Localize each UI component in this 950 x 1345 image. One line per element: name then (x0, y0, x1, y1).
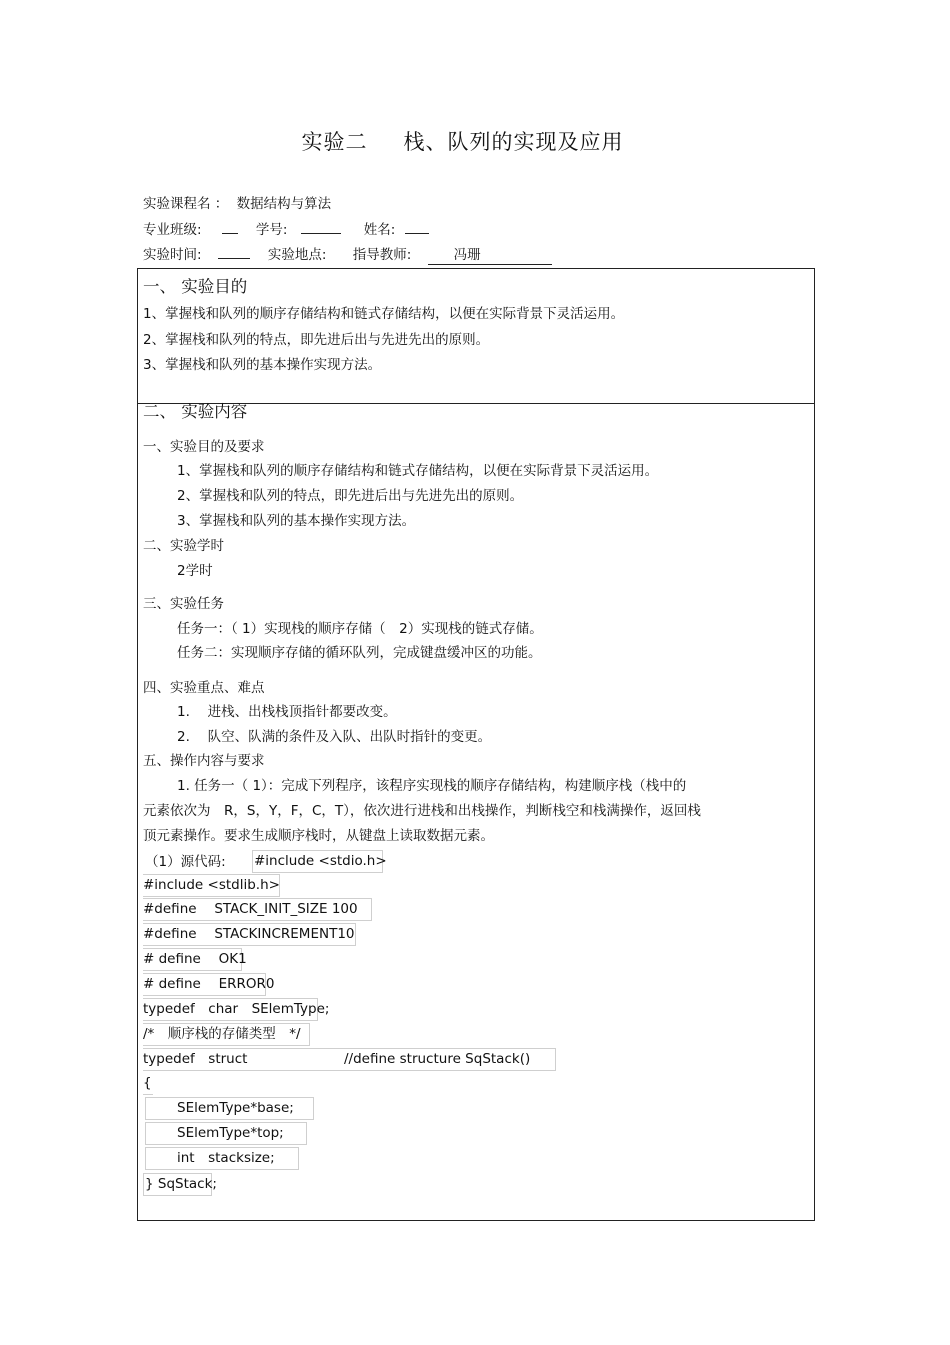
purpose-heading: 一、 实验目的 (143, 277, 248, 296)
student-id-label: 学号: (255, 222, 288, 238)
sub1-heading: 一、实验目的及要求 (143, 439, 265, 455)
sub1-item: 1、掌握栈和队列的顺序存储结构和链式存储结构，以便在实际背景下灵活运用。 (177, 463, 659, 479)
sub5-paragraph-line: 1. 任务一（ 1）：完成下列程序，该程序实现栈的顺序存储结构，构建顺序栈（栈中的 (177, 778, 687, 794)
sub5-paragraph-line: 元素依次为 R，S，Y，F，C，T），依次进行进栈和出栈操作，判断栈空和栈满操作，返回栈 (143, 803, 701, 819)
class-label: 专业班级: (143, 222, 202, 238)
sub5-heading: 五、操作内容与要求 (143, 753, 265, 769)
code-struct-comment: //define structure SqStack() (344, 1051, 531, 1067)
teacher-field (428, 246, 552, 265)
sub2-heading: 二、实验学时 (143, 538, 224, 554)
time-blank (218, 244, 250, 259)
code-line: #define STACKINCREMENT10 (143, 923, 356, 946)
code-line: # define OK1 (143, 948, 242, 971)
sub3-heading: 三、实验任务 (143, 596, 224, 612)
code-line: int stacksize; (145, 1147, 299, 1170)
code-line: #include <stdlib.h> (143, 874, 280, 897)
title-part-1: 实验二 (301, 130, 368, 154)
teacher-label: 指导教师: (352, 247, 412, 263)
sub2-text: 2学时 (177, 563, 213, 579)
sub4-item: 1. 进栈、出栈栈顶指针都要改变。 (177, 704, 397, 720)
code-line: SElemType*base; (145, 1097, 314, 1120)
time-line (143, 244, 552, 265)
code-line-struct (143, 1048, 556, 1071)
time-label: 实验时间: (143, 247, 202, 263)
sub5-paragraph-line: 顶元素操作。要求生成顺序栈时，从键盘上读取数据元素。 (143, 828, 494, 844)
code-line: # define ERROR0 (143, 973, 266, 996)
code-struct-keyword: typedef struct (143, 1051, 248, 1067)
code-line: #include <stdio.h> (252, 850, 383, 873)
name-label: 姓名: (363, 222, 396, 238)
title-part-2: 栈、队列的实现及应用 (403, 130, 624, 154)
class-line (143, 219, 435, 239)
sub1-item: 3、掌握栈和队列的基本操作实现方法。 (177, 513, 416, 529)
course-label: 实验课程名 ： (143, 196, 229, 212)
sub3-item: 任务一：（ 1）实现栈的顺序存储（ 2）实现栈的链式存储。 (177, 621, 543, 637)
sub3-item: 任务二：实现顺序存储的循环队列，完成键盘缓冲区的功能。 (177, 645, 542, 661)
purpose-item: 1、掌握栈和队列的顺序存储结构和链式存储结构，以便在实际背景下灵活运用。 (143, 306, 625, 322)
code-line: SElemType*top; (145, 1122, 307, 1145)
code-line: } SqStack; (143, 1173, 212, 1196)
class-blank (222, 219, 238, 234)
page-title (0, 128, 925, 156)
sub4-heading: 四、实验重点、难点 (143, 680, 265, 696)
course-value: 数据结构与算法 (236, 196, 332, 212)
teacher-value: 冯珊 (453, 247, 481, 263)
place-label: 实验地点: (267, 247, 327, 263)
course-line (143, 195, 331, 213)
code-line: { (143, 1073, 153, 1095)
name-blank (405, 219, 429, 234)
student-id-blank (301, 219, 341, 234)
source-label: （1）源代码: (145, 854, 226, 870)
sub1-item: 2、掌握栈和队列的特点，即先进后出与先进先出的原则。 (177, 488, 524, 504)
code-line: typedef char SElemType; (143, 998, 318, 1021)
sub4-item: 2. 队空、队满的条件及入队、出队时指针的变更。 (177, 729, 492, 745)
purpose-item: 3、掌握栈和队列的基本操作实现方法。 (143, 357, 382, 373)
content-heading: 二、 实验内容 (143, 402, 248, 421)
purpose-item: 2、掌握栈和队列的特点，即先进后出与先进先出的原则。 (143, 332, 490, 348)
code-line: /* 顺序栈的存储类型 */ (143, 1023, 310, 1046)
code-line: #define STACK_INIT_SIZE 100 (143, 898, 372, 921)
